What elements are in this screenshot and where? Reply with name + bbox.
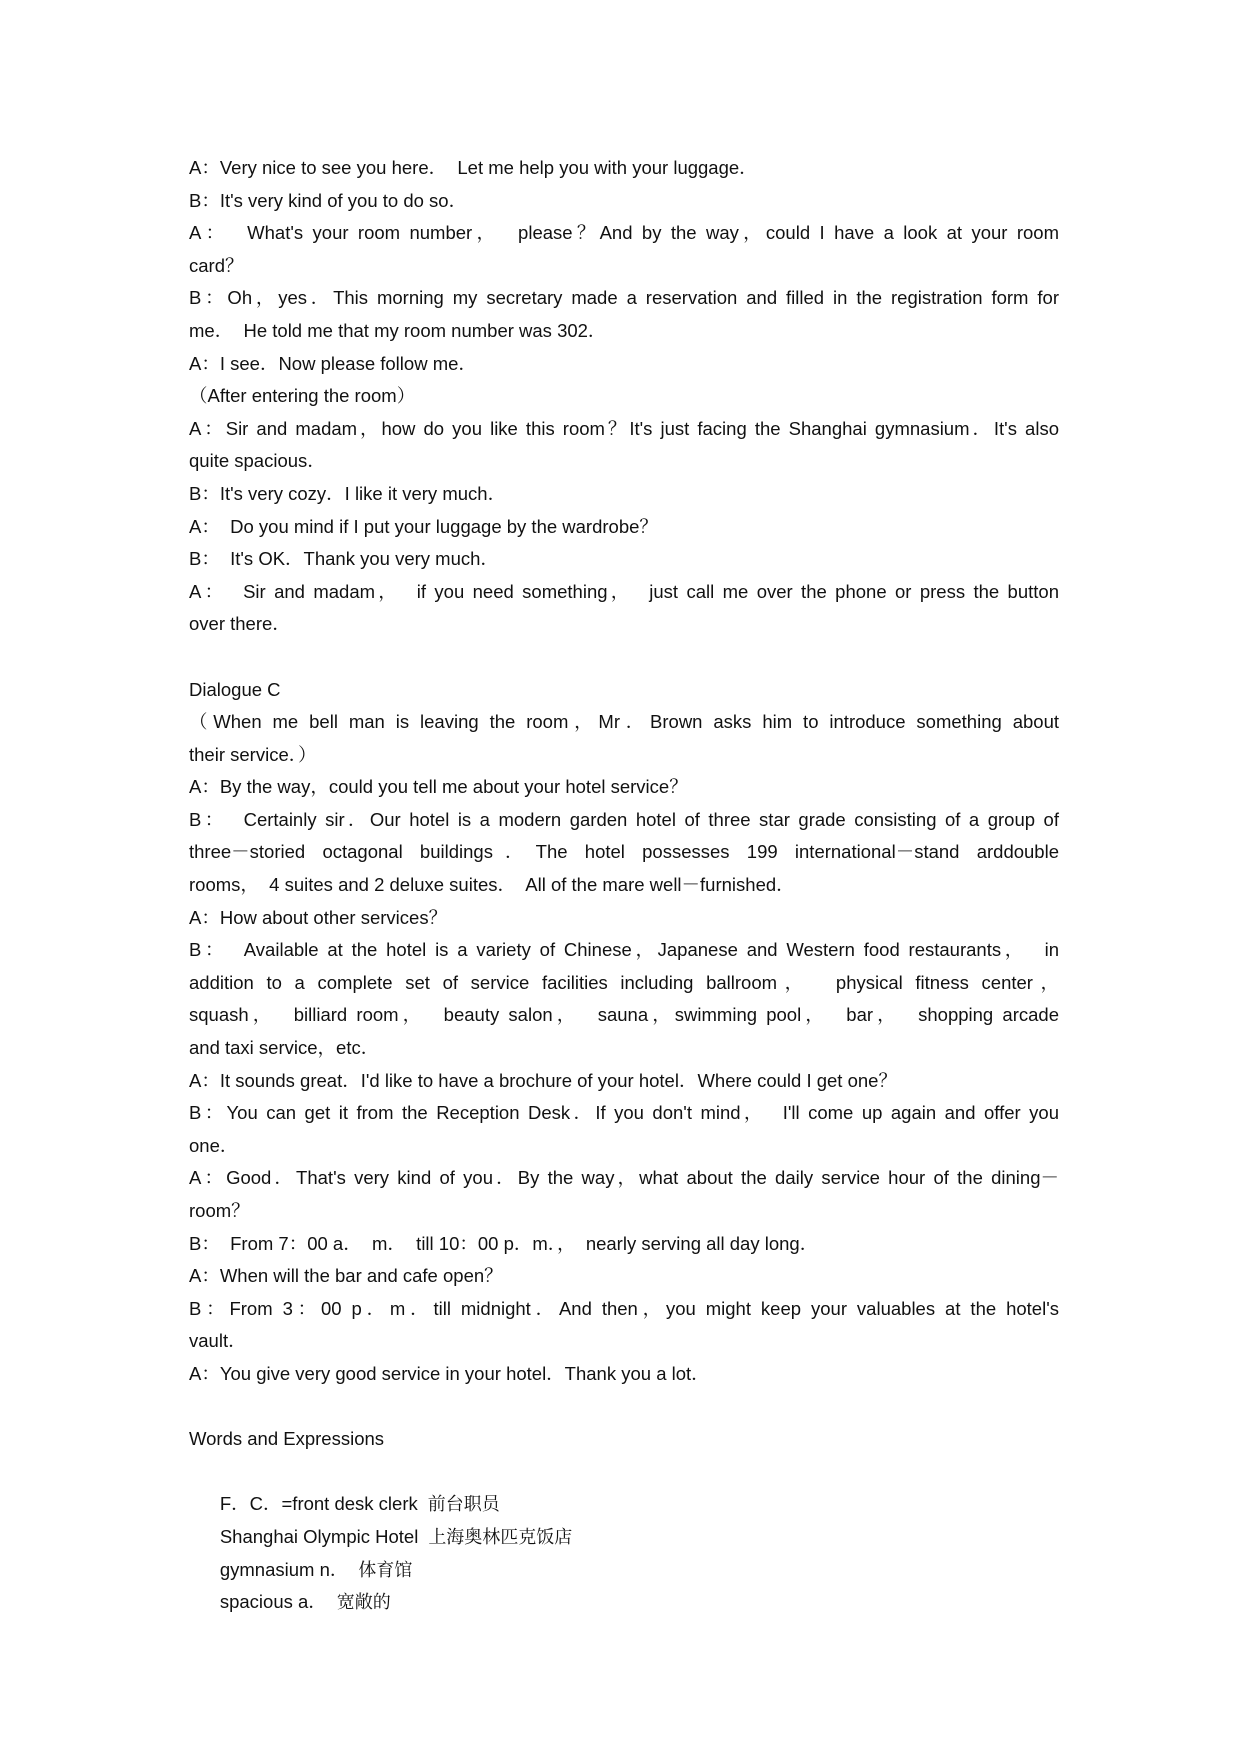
dialogue-line: one． [189,1134,239,1156]
dialogue-line: B： It's OK．Thank you very much． [189,548,499,570]
dialogue-c [189,674,1059,1391]
vocabulary-term: F．C．=front desk clerk [219,1493,418,1515]
section-title: Dialogue C [189,678,281,700]
vocabulary-meaning: 上海奥林匹克饭店 [428,1526,573,1548]
dialogue-line: A： Do you mind if I put your luggage by the wardrobe？ [189,515,658,537]
dialogue-line: over there． [189,613,291,635]
dialogue-line: A：When will the bar and cafe open？ [189,1265,503,1287]
dialogue-line: A：You give very good service in your hotel．Thank you a lot． [189,1362,710,1384]
dialogue-line: B：It's very cozy．I like it very much． [189,482,507,504]
dialogue-line: A：I see．Now please follow me． [189,352,477,374]
dialogue-line: A： Sir and madam， if you need something， just call me over the phone or press the button [189,580,1059,602]
vocabulary-term: Shanghai Olympic Hotel [219,1525,419,1547]
stage-direction: their service．） [189,743,317,765]
stage-direction: （When me bell man is leaving the room，Mr．Brown asks him to introduce something about [189,711,1059,733]
section-title: Words and Expressions [189,1428,385,1450]
dialogue-line: B：Oh，yes．This morning my secretary made a reservation and filled in the registration form for [189,287,1059,309]
vocabulary-section [189,1423,1059,1614]
dialogue-line: B：It's very kind of you to do so． [189,189,468,211]
dialogue-line: A：How about other services？ [189,906,448,928]
dialogue-line: card？ [189,254,244,276]
dialogue-line: addition to a complete set of service facilities including ballroom， physical fitness center， [189,971,1059,993]
vocabulary-meaning: 宽敞的 [336,1592,391,1614]
dialogue-line: B：You can get it from the Reception Desk．If you don't mind， I'll come up again and offer you [189,1102,1059,1124]
document-page [189,152,1059,1614]
dialogue-line: vault． [189,1330,247,1352]
dialogue-line: and taxi service，etc． [189,1037,380,1059]
vocabulary-term: gymnasium n． [219,1558,349,1580]
dialogue-line: A：It sounds great．I'd like to have a brochure of your hotel．Where could I get one？ [189,1069,897,1091]
dialogue-line: B：From 3：00 p．m．till midnight．And then，you might keep your valuables at the hotel's [189,1297,1059,1319]
dialogue-line: room？ [189,1200,250,1221]
dialogue-line: A：Sir and madam，how do you like this room？It's just facing the Shanghai gymnasium．It's also [189,417,1059,439]
dialogue-line: A： What's your room number， please？And by the way，could I have a look at your room [189,222,1059,244]
dialogue-line: three－storied octagonal buildings．The hotel possesses 199 international－stand arddouble [189,841,1059,863]
dialogue-line: squash， billiard room， beauty salon， sauna，swimming pool， bar， shopping arcade [189,1004,1059,1026]
stage-direction: （After entering the room） [189,385,416,407]
vocabulary-item [189,1456,1059,1516]
dialogue-line: B： Certainly sir．Our hotel is a modern garden hotel of three star grade consisting of a group of [189,808,1059,830]
dialogue-line: quite spacious． [189,450,326,472]
vocabulary-meaning: 前台职员 [427,1494,500,1516]
dialogue-line: rooms， 4 suites and 2 deluxe suites． All of the mare well－furnished． [189,874,795,896]
dialogue-b [189,152,1059,641]
dialogue-line: me． He told me that my room number was 302． [189,319,607,341]
dialogue-line: A：By the way，could you tell me about your hotel service？ [189,776,688,798]
dialogue-line: B： Available at the hotel is a variety of Chinese，Japanese and Western food restaurants， in [189,939,1059,961]
vocabulary-term: spacious a． [219,1591,327,1613]
blank-line [189,641,1059,674]
dialogue-line: A：Good．That's very kind of you．By the way，what about the daily service hour of the dining－ [189,1167,1059,1189]
dialogue-line: B： From 7：00 a． m． till 10：00 p．m．， nearly serving all day long． [189,1232,819,1254]
vocabulary-meaning: 体育馆 [358,1559,413,1581]
dialogue-line: A：Very nice to see you here． Let me help you with your luggage． [189,157,758,178]
blank-line [189,1391,1059,1424]
